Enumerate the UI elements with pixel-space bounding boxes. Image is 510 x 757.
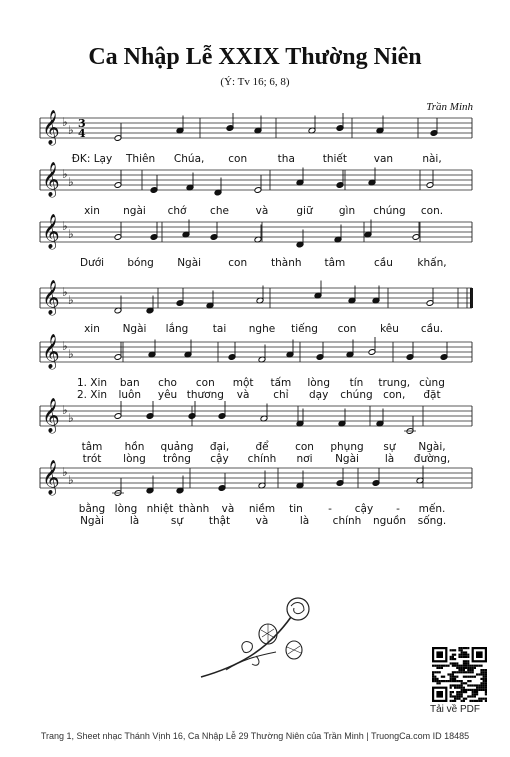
lyric-syllable: xin [84,205,100,217]
lyric-syllable: con [228,153,248,165]
lyric-syllable: thành [178,503,210,515]
lyric-syllable: cùng [419,377,445,389]
song-title: Ca Nhập Lễ XXIX Thường Niên [88,44,422,70]
lyric-syllable: Ngài [122,323,147,335]
lyric-syllable: là [384,453,395,465]
lyric-syllable: thành [271,257,302,269]
lyric-syllable: tin [289,503,303,515]
lyric-syllable: - [328,503,332,515]
staff-system [40,110,472,165]
lyric-syllable: 1. Xin [76,377,108,389]
lyric-syllable: mến. [418,503,446,515]
lyric-syllable: - [396,503,400,515]
time-signature-bottom: 4 [78,127,86,140]
lyric-syllable: nài, [422,153,442,165]
lyric-syllable: Thiên [126,153,156,165]
time-signature-top: 3 [78,117,86,130]
scripture-reference: (Ý: Tv 16; 6, 8) [220,76,290,88]
staff-system [40,162,472,217]
lyric-syllable: niềm [248,503,276,515]
lyric-syllable: con [337,323,357,335]
lyric-syllable: nghe [248,323,276,335]
lyric-syllable: cầu. [420,323,444,335]
lyric-syllable: lòng [114,503,138,515]
flat-icon: ♭ [62,285,68,299]
lyric-syllable: trông [163,453,191,465]
lyric-syllable: và [255,515,269,527]
lyric-syllable: ngài [123,205,146,217]
flat-icon: ♭ [62,219,68,233]
staff-system [40,398,472,465]
lyric-syllable: bóng [127,257,154,269]
qr-code-icon[interactable] [432,647,487,702]
lyric-syllable: thương [186,389,224,401]
flat-icon: ♭ [62,339,68,353]
lyric-syllable: Ngài [335,453,359,465]
flat-icon: ♭ [68,227,74,241]
lyric-syllable: đại, [209,441,230,453]
flat-icon: ♭ [68,411,74,425]
lyric-syllable: sự [170,515,184,527]
lyric-syllable: nguồn [372,515,407,527]
flat-icon: ♭ [62,403,68,417]
flat-icon: ♭ [62,465,68,479]
lyric-syllable: tín [349,377,364,389]
lyric-syllable: phụng [330,441,364,453]
lyric-syllable: Ngài [177,257,202,269]
flat-icon: ♭ [68,123,74,137]
treble-clef-icon: 𝄞 [42,334,60,369]
lyric-syllable: tiếng [291,323,318,335]
lyric-syllable: giữ [296,205,313,217]
lyric-syllable: con [295,441,314,453]
page-footer: Trang 1, Sheet nhạc Thánh Vịnh 16, Ca Nhập Lễ 29 Thường Niên của Trần Minh | TruongCa.com ID 18485 [40,731,470,741]
lyric-syllable: ban [119,377,140,389]
flat-icon: ♭ [68,175,74,189]
lyric-syllable: Dưới [79,257,105,269]
flat-icon: ♭ [62,167,68,181]
lyric-syllable: chớ [167,205,187,217]
composer-name: Trần Minh [426,101,473,113]
lyric-syllable: dạy [309,389,329,401]
lyric-syllable: chỉ [273,389,289,401]
treble-clef-icon: 𝄞 [42,110,60,145]
lyric-syllable: thiết [322,153,347,165]
lyric-syllable: con [228,257,248,269]
lyric-syllable: con. [420,205,444,217]
flat-icon: ♭ [68,293,74,307]
staff-system [40,280,473,335]
lyric-syllable: là [299,515,310,527]
lyric-syllable: con [195,377,215,389]
lyric-syllable: trót [82,453,102,465]
lyric-syllable: tha [277,153,295,165]
lyric-syllable: lòng [123,453,146,465]
lyric-syllable: nơi [296,453,313,465]
lyric-syllable: con, [383,389,406,401]
lyric-syllable: tâm [324,257,346,269]
lyric-syllable: một [232,377,254,389]
lyric-syllable: cho [158,377,177,389]
lyric-syllable: Chúa, [173,153,205,165]
lyric-syllable: Ngài [80,515,104,527]
lyric-syllable: 2. Xin [76,389,108,401]
rose-illustration [196,592,316,687]
treble-clef-icon: 𝄞 [42,214,60,249]
flat-icon: ♭ [68,347,74,361]
lyric-syllable: yêu [157,389,178,401]
lyric-syllable: lắng [165,323,189,335]
lyric-syllable: gìn [338,205,356,217]
lyric-syllable: và [236,389,250,401]
lyric-syllable: nhiệt [146,503,174,515]
lyric-syllable: và [221,503,235,515]
lyric-syllable: ĐK: Lạy [71,153,113,165]
staff-system [40,214,472,269]
lyric-syllable: chúng [340,389,373,401]
lyric-syllable: cầu [373,257,393,269]
lyric-syllable: cậy [354,503,374,515]
lyric-syllable: Ngài, [418,441,446,453]
lyric-syllable: thật [208,515,231,527]
flat-icon: ♭ [62,115,68,129]
lyric-syllable: bằng [78,503,106,515]
download-pdf-link[interactable]: Tải về PDF [430,704,481,715]
lyric-syllable: quảng [160,441,194,453]
flat-icon: ♭ [68,473,74,487]
lyric-syllable: đường, [413,453,451,465]
treble-clef-icon: 𝄞 [42,280,60,315]
lyric-syllable: luôn [118,389,142,401]
treble-clef-icon: 𝄞 [42,460,60,495]
lyric-syllable: chính [247,453,277,465]
treble-clef-icon: 𝄞 [42,398,60,433]
lyric-syllable: đặt [423,389,441,401]
lyric-syllable: kêu [380,323,399,335]
lyric-syllable: và [255,205,269,217]
lyric-syllable: là [129,515,140,527]
lyric-syllable: chúng [373,205,406,217]
lyric-syllable: chính [332,515,362,527]
treble-clef-icon: 𝄞 [42,162,60,197]
lyric-syllable: trung, [378,377,411,389]
lyric-syllable: tai [212,323,227,335]
staff-system [40,460,472,527]
final-bar-line [470,288,473,308]
lyric-syllable: tấm [270,377,292,389]
lyric-syllable: sống. [417,515,447,527]
lyric-syllable: van [373,153,394,165]
lyric-syllable: xin [84,323,100,335]
lyric-syllable: che [210,205,229,217]
staff-system [40,334,472,401]
lyric-syllable: hồn [124,441,145,453]
lyric-syllable: khấn, [417,257,447,269]
lyric-syllable: sự [383,441,396,453]
lyric-syllable: cậy [210,453,229,465]
lyric-syllable: lòng [307,377,331,389]
lyric-syllable: để [255,441,269,453]
lyric-syllable: tâm [81,441,103,453]
